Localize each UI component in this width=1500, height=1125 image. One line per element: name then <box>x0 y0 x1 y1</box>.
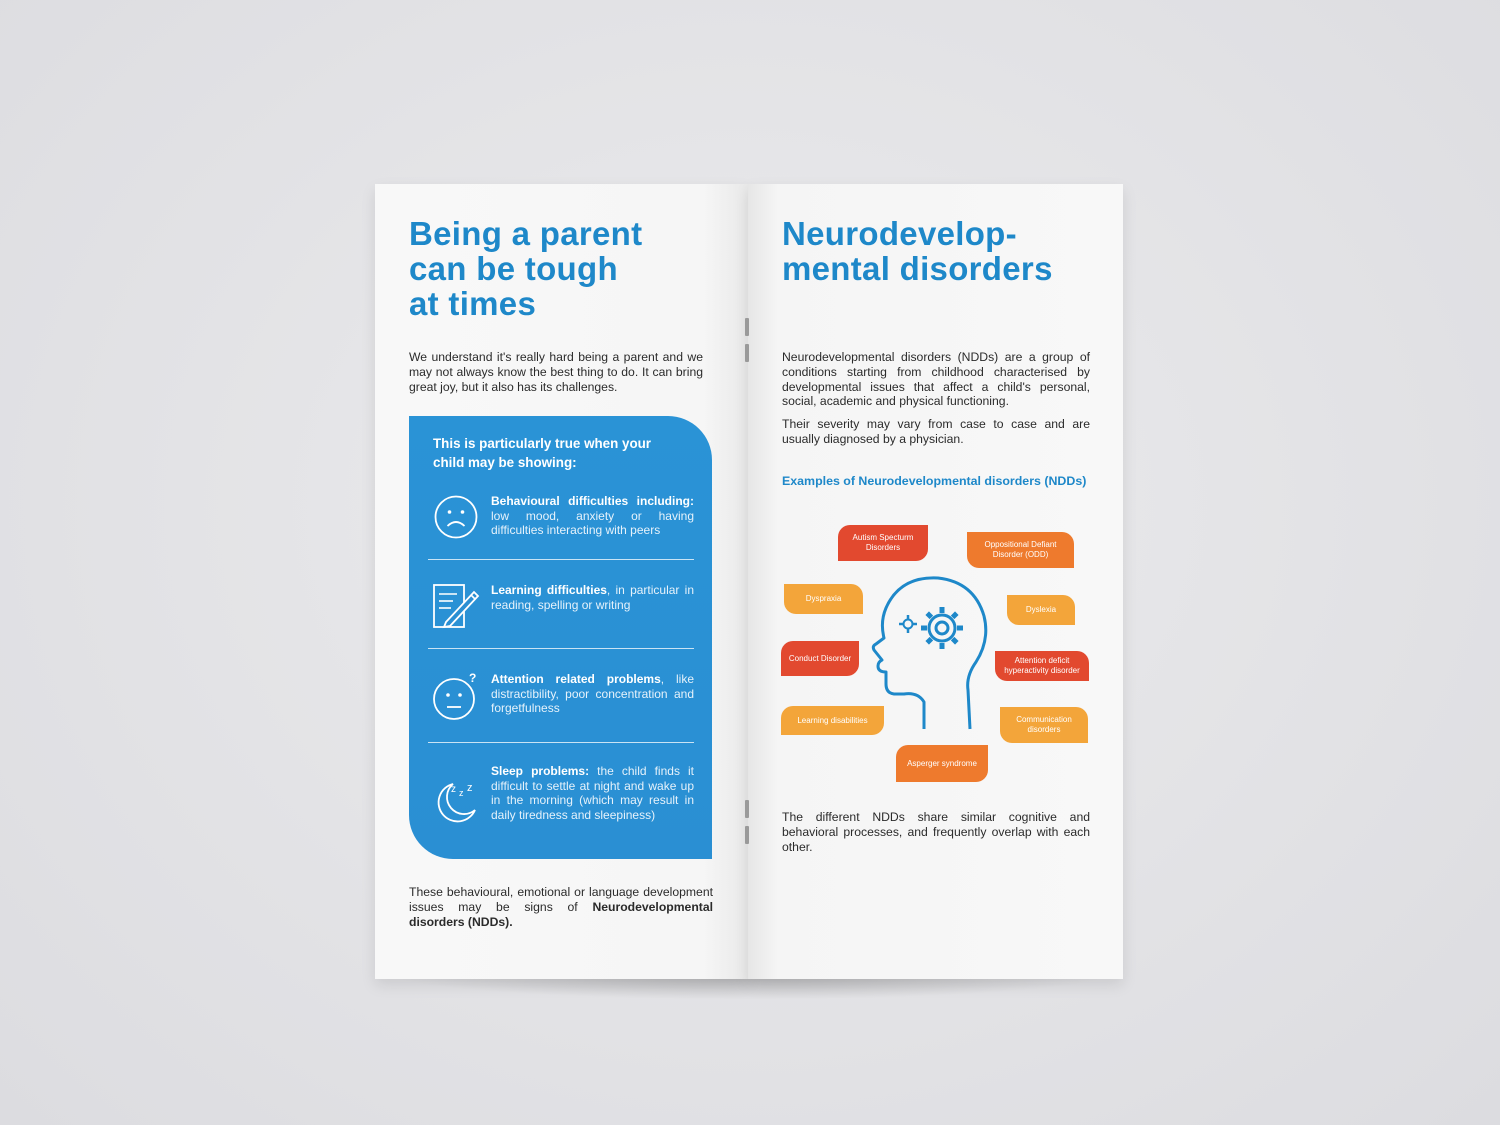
title-line: can be tough <box>409 250 618 287</box>
panel-divider <box>428 559 694 560</box>
panel-divider <box>428 648 694 649</box>
symptom-item-sleep <box>409 764 712 844</box>
right-para-2: Their severity may vary from case to case and are usually diagnosed by a physician. <box>782 417 1090 446</box>
symptom-text <box>491 672 694 716</box>
tag-adhd: Attention deficit hyperactivity disorder <box>995 651 1089 681</box>
staple-bottom-1 <box>745 800 749 818</box>
left-intro-paragraph: We understand it's really hard being a parent and we may not always know the best thing to do. It can bring great joy, but it also has its challenges. <box>409 350 703 394</box>
left-footer-paragraph <box>409 885 713 929</box>
symptom-detail: low mood, anxiety or having difficulties interacting with peers <box>491 508 694 538</box>
panel-divider <box>428 742 694 743</box>
symptom-bold: Behavioural difficulties including: <box>491 494 694 508</box>
footer-bold: Neurodevelopmental disorders (NDDs). <box>409 899 713 929</box>
symptom-bold: Sleep problems: <box>491 764 590 778</box>
symptom-item-attention <box>409 672 712 732</box>
svg-text:?: ? <box>469 672 477 685</box>
tag-autism: Autism Specturm Disorders <box>838 525 928 561</box>
symptom-text <box>491 583 694 612</box>
svg-text:z: z <box>451 784 456 795</box>
title-line: at times <box>409 285 537 322</box>
notepad-pencil-icon <box>431 582 481 632</box>
tag-communication: Communication disorders <box>1000 707 1088 743</box>
symptom-text <box>491 494 694 538</box>
svg-text:z: z <box>467 782 473 794</box>
panel-intro: This is particularly true when your child may be showing: <box>433 436 652 470</box>
symptom-bold: Attention related problems <box>491 672 661 686</box>
tag-dyspraxia: Dyspraxia <box>784 584 863 614</box>
tag-learning: Learning disabilities <box>781 706 884 735</box>
symptom-detail: , like distractibility, poor concentration and forgetfulness <box>491 672 694 716</box>
title-line: mental disorders <box>782 250 1053 287</box>
tag-asperger: Asperger syndrome <box>896 745 988 782</box>
tag-conduct: Conduct Disorder <box>781 641 859 676</box>
staple-bottom-2 <box>745 826 749 844</box>
right-para-1: Neurodevelopmental disorders (NDDs) are a group of conditions starting from childhood characterised by developmental issues that affect a child's personal, social, academic and physical functioning. <box>782 350 1090 409</box>
moon-sleep-icon <box>431 776 481 826</box>
tag-odd: Oppositional Defiant Disorder (ODD) <box>967 532 1074 568</box>
symptom-text <box>491 764 694 823</box>
symptoms-panel <box>409 416 712 859</box>
svg-text:z: z <box>459 788 464 798</box>
symptom-item-learning <box>409 582 712 642</box>
tag-dyslexia: Dyslexia <box>1007 595 1075 625</box>
symptom-detail: , in particular in reading, spelling or writing <box>491 583 694 612</box>
symptom-item-behavioural <box>409 492 712 552</box>
head-gear-icon <box>866 572 996 732</box>
sad-face-icon <box>431 492 481 542</box>
title-line: Neurodevelop- <box>782 215 1017 252</box>
symptom-bold: Learning difficulties <box>491 583 607 597</box>
symptom-detail: the child finds it difficult to settle at night and wake up in the morning (which may result in daily tiredness and sleepiness) <box>491 764 694 823</box>
left-page-title <box>409 216 642 321</box>
confused-face-icon <box>431 672 481 722</box>
footer-text: These behavioural, emotional or language development issues may be signs of <box>409 885 713 914</box>
right-closing-paragraph: The different NDDs share similar cognitive and behavioral processes, and frequently overlap with each other. <box>782 810 1090 854</box>
staple-top-2 <box>745 344 749 362</box>
examples-title: Examples of Neurodevelopmental disorders (NDDs) <box>782 474 1087 488</box>
right-page-title <box>782 216 1053 286</box>
title-line: Being a parent <box>409 215 643 252</box>
staple-top-1 <box>745 318 749 336</box>
